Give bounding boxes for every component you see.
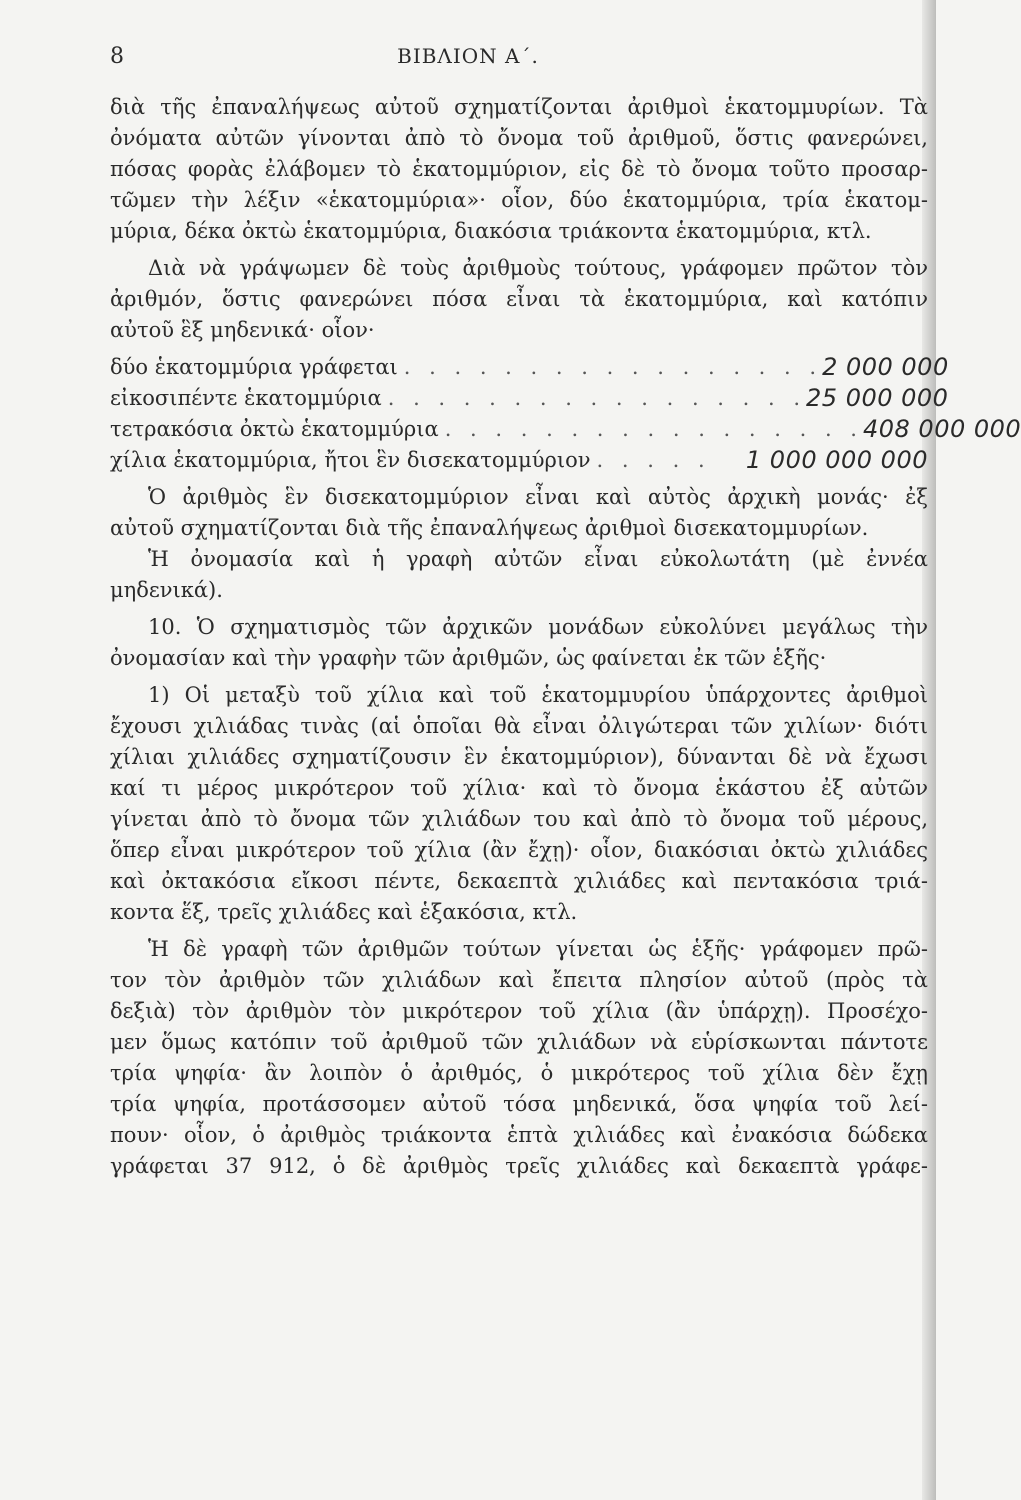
text-line: ἔχουσι χιλιάδας τινὰς (αἱ ὁποῖαι θὰ εἶναι ὀλιγώτεραι τῶν χιλίων· διότι xyxy=(110,714,928,738)
text-line: Ὁ ἀριθμὸς ἓν δισεκατομμύριον εἶναι καὶ αὐτὸς ἀρχικὴ μονάς· ἐξ xyxy=(148,485,928,509)
leader-dots: . . . . . . . . . . . . . . . . . xyxy=(444,417,863,441)
leader-dots: . . . . . . . . . . . . . . . . . xyxy=(403,355,823,379)
text-line: γίνεται ἀπὸ τὸ ὄνομα τῶν χιλιάδων του καὶ ἀπὸ τὸ ὄνομα τοῦ μέρους, xyxy=(110,807,928,831)
paragraph-2 xyxy=(110,253,928,346)
example-label: εἰκοσιπέντε ἑκατομμύρια xyxy=(110,386,382,410)
paragraph-1 xyxy=(110,92,928,247)
text-line: αὐτοῦ ἓξ μηδενικά· οἷον· xyxy=(110,318,375,342)
paragraph-3 xyxy=(110,482,928,544)
example-row xyxy=(110,414,1021,445)
text-line: ὀνομασίαν καὶ τὴν γραφὴν τῶν ἀριθμῶν, ὡς φαίνεται ἐκ τῶν ἑξῆς· xyxy=(110,646,827,670)
text-line: μηδενικά). xyxy=(110,578,223,602)
text-line: πουν· οἷον, ὁ ἀριθμὸς τριάκοντα ἑπτὰ χιλιάδες καὶ ἐνακόσια δώδεκα xyxy=(110,1123,928,1147)
page-number: 8 xyxy=(110,44,124,69)
text-line: Ἡ ὀνομασία καὶ ἡ γραφὴ αὐτῶν εἶναι εὐκολωτάτη (μὲ ἐννέα xyxy=(148,547,928,571)
text-line: πόσας φορὰς ἐλάβομεν τὸ ἑκατομμύριον, εἰς δὲ τὸ ὄνομα τοῦτο προσαρ- xyxy=(110,157,928,181)
running-title: ΒΙΒΛΙΟΝ Α΄. xyxy=(397,44,539,68)
text-line: δεξιὰ) τὸν ἀριθμὸν τὸν μικρότερον τοῦ χίλια (ἂν ὑπάρχῃ). Προσέχο- xyxy=(110,999,928,1023)
example-row xyxy=(110,352,949,383)
text-line: αὐτοῦ σχηματίζονται διὰ τῆς ἐπαναλήψεως ἀριθμοὶ δισεκατομμυρίων. xyxy=(110,516,869,540)
example-row xyxy=(110,445,928,476)
example-value: 1 000 000 000 xyxy=(745,446,928,474)
example-value: 25 000 000 xyxy=(806,384,949,412)
example-label: δύο ἑκατομμύρια γράφεται xyxy=(110,355,398,379)
text-line: γράφεται 37 912, ὁ δὲ ἀριθμὸς τρεῖς χιλιάδες καὶ δεκαεπτὰ γράφε- xyxy=(110,1154,928,1178)
text-line: κοντα ἕξ, τρεῖς χιλιάδες καὶ ἑξακόσια, κτλ. xyxy=(110,900,578,924)
text-line: τῶμεν τὴν λέξιν «ἑκατομμύρια»· οἷον, δύο ἑκατομμύρια, τρία ἑκατομ- xyxy=(110,188,928,212)
text-line: τρία ψηφία· ἂν λοιπὸν ὁ ἀριθμός, ὁ μικρότερος τοῦ χίλια δὲν ἔχῃ xyxy=(110,1061,928,1085)
text-line: μεν ὅμως κατόπιν τοῦ ἀριθμοῦ τῶν χιλιάδων νὰ εὑρίσκωνται πάντοτε xyxy=(110,1030,928,1054)
text-line: Ἡ δὲ γραφὴ τῶν ἀριθμῶν τούτων γίνεται ὡς ἑξῆς· γράφομεν πρῶ- xyxy=(148,937,928,961)
text-line: 10. Ὁ σχηματισμὸς τῶν ἀρχικῶν μονάδων εὐκολύνει μεγάλως τὴν xyxy=(148,615,928,639)
example-value: 408 000 000 xyxy=(862,415,1021,443)
text-line: καί τι μέρος μικρότερον τοῦ χίλια· καὶ τὸ ὄνομα ἑκάστου ἐξ αὐτῶν xyxy=(110,776,928,800)
text-line: 1) Οἱ μεταξὺ τοῦ χίλια καὶ τοῦ ἑκατομμυρίου ὑπάρχοντες ἀριθμοὶ xyxy=(148,683,928,707)
example-label: χίλια ἑκατομμύρια, ἤτοι ἓν δισεκατομμύριον xyxy=(110,448,591,472)
paragraph-4 xyxy=(110,544,928,606)
page-header xyxy=(0,44,936,74)
examples-list xyxy=(110,352,1021,476)
paragraph-6 xyxy=(110,680,928,928)
page-body xyxy=(110,92,1021,1182)
text-line: ὀνόματα αὐτῶν γίνονται ἀπὸ τὸ ὄνομα τοῦ ἀριθμοῦ, ὅστις φανερώνει, xyxy=(110,126,928,150)
text-line: Διὰ νὰ γράψωμεν δὲ τοὺς ἀριθμοὺς τούτους, γράφομεν πρῶτον τὸν xyxy=(148,256,928,280)
example-label: τετρακόσια ὀκτὼ ἑκατομμύρια xyxy=(110,417,439,441)
text-line: χίλιαι χιλιάδες σχηματίζουσιν ἓν ἑκατομμύριον), δύνανται δὲ νὰ ἔχωσι xyxy=(110,745,928,769)
text-line: ὅπερ εἶναι μικρότερον τοῦ χίλια (ἂν ἔχῃ)· οἷον, διακόσιαι ὀκτὼ χιλιάδες xyxy=(110,838,928,862)
example-value: 2 000 000 xyxy=(822,353,949,381)
text-line: τον τὸν ἀριθμὸν τῶν χιλιάδων καὶ ἔπειτα πλησίον αὐτοῦ (πρὸς τὰ xyxy=(110,968,928,992)
text-line: τρία ψηφία, προτάσσομεν αὐτοῦ τόσα μηδενικά, ὅσα ψηφία τοῦ λεί- xyxy=(110,1092,928,1116)
text-line: καὶ ὀκτακόσια εἴκοσι πέντε, δεκαεπτὰ χιλιάδες καὶ πεντακόσια τριά- xyxy=(110,869,928,893)
text-line: μύρια, δέκα ὀκτὼ ἑκατομμύρια, διακόσια τριάκοντα ἑκατομμύρια, κτλ. xyxy=(110,219,872,243)
text-line: διὰ τῆς ἐπαναλήψεως αὐτοῦ σχηματίζονται ἀριθμοὶ ἑκατομμυρίων. Τὰ xyxy=(110,95,928,119)
example-row xyxy=(110,383,949,414)
text-line: ἀριθμόν, ὅστις φανερώνει πόσα εἶναι τὰ ἑκατομμύρια, καὶ κατόπιν xyxy=(110,287,928,311)
paragraph-5 xyxy=(110,612,928,674)
paragraph-7 xyxy=(110,934,928,1182)
leader-dots: . . . . . . . . . . . . . . . . . xyxy=(387,386,807,410)
leader-dots: . . . . . xyxy=(596,448,711,472)
